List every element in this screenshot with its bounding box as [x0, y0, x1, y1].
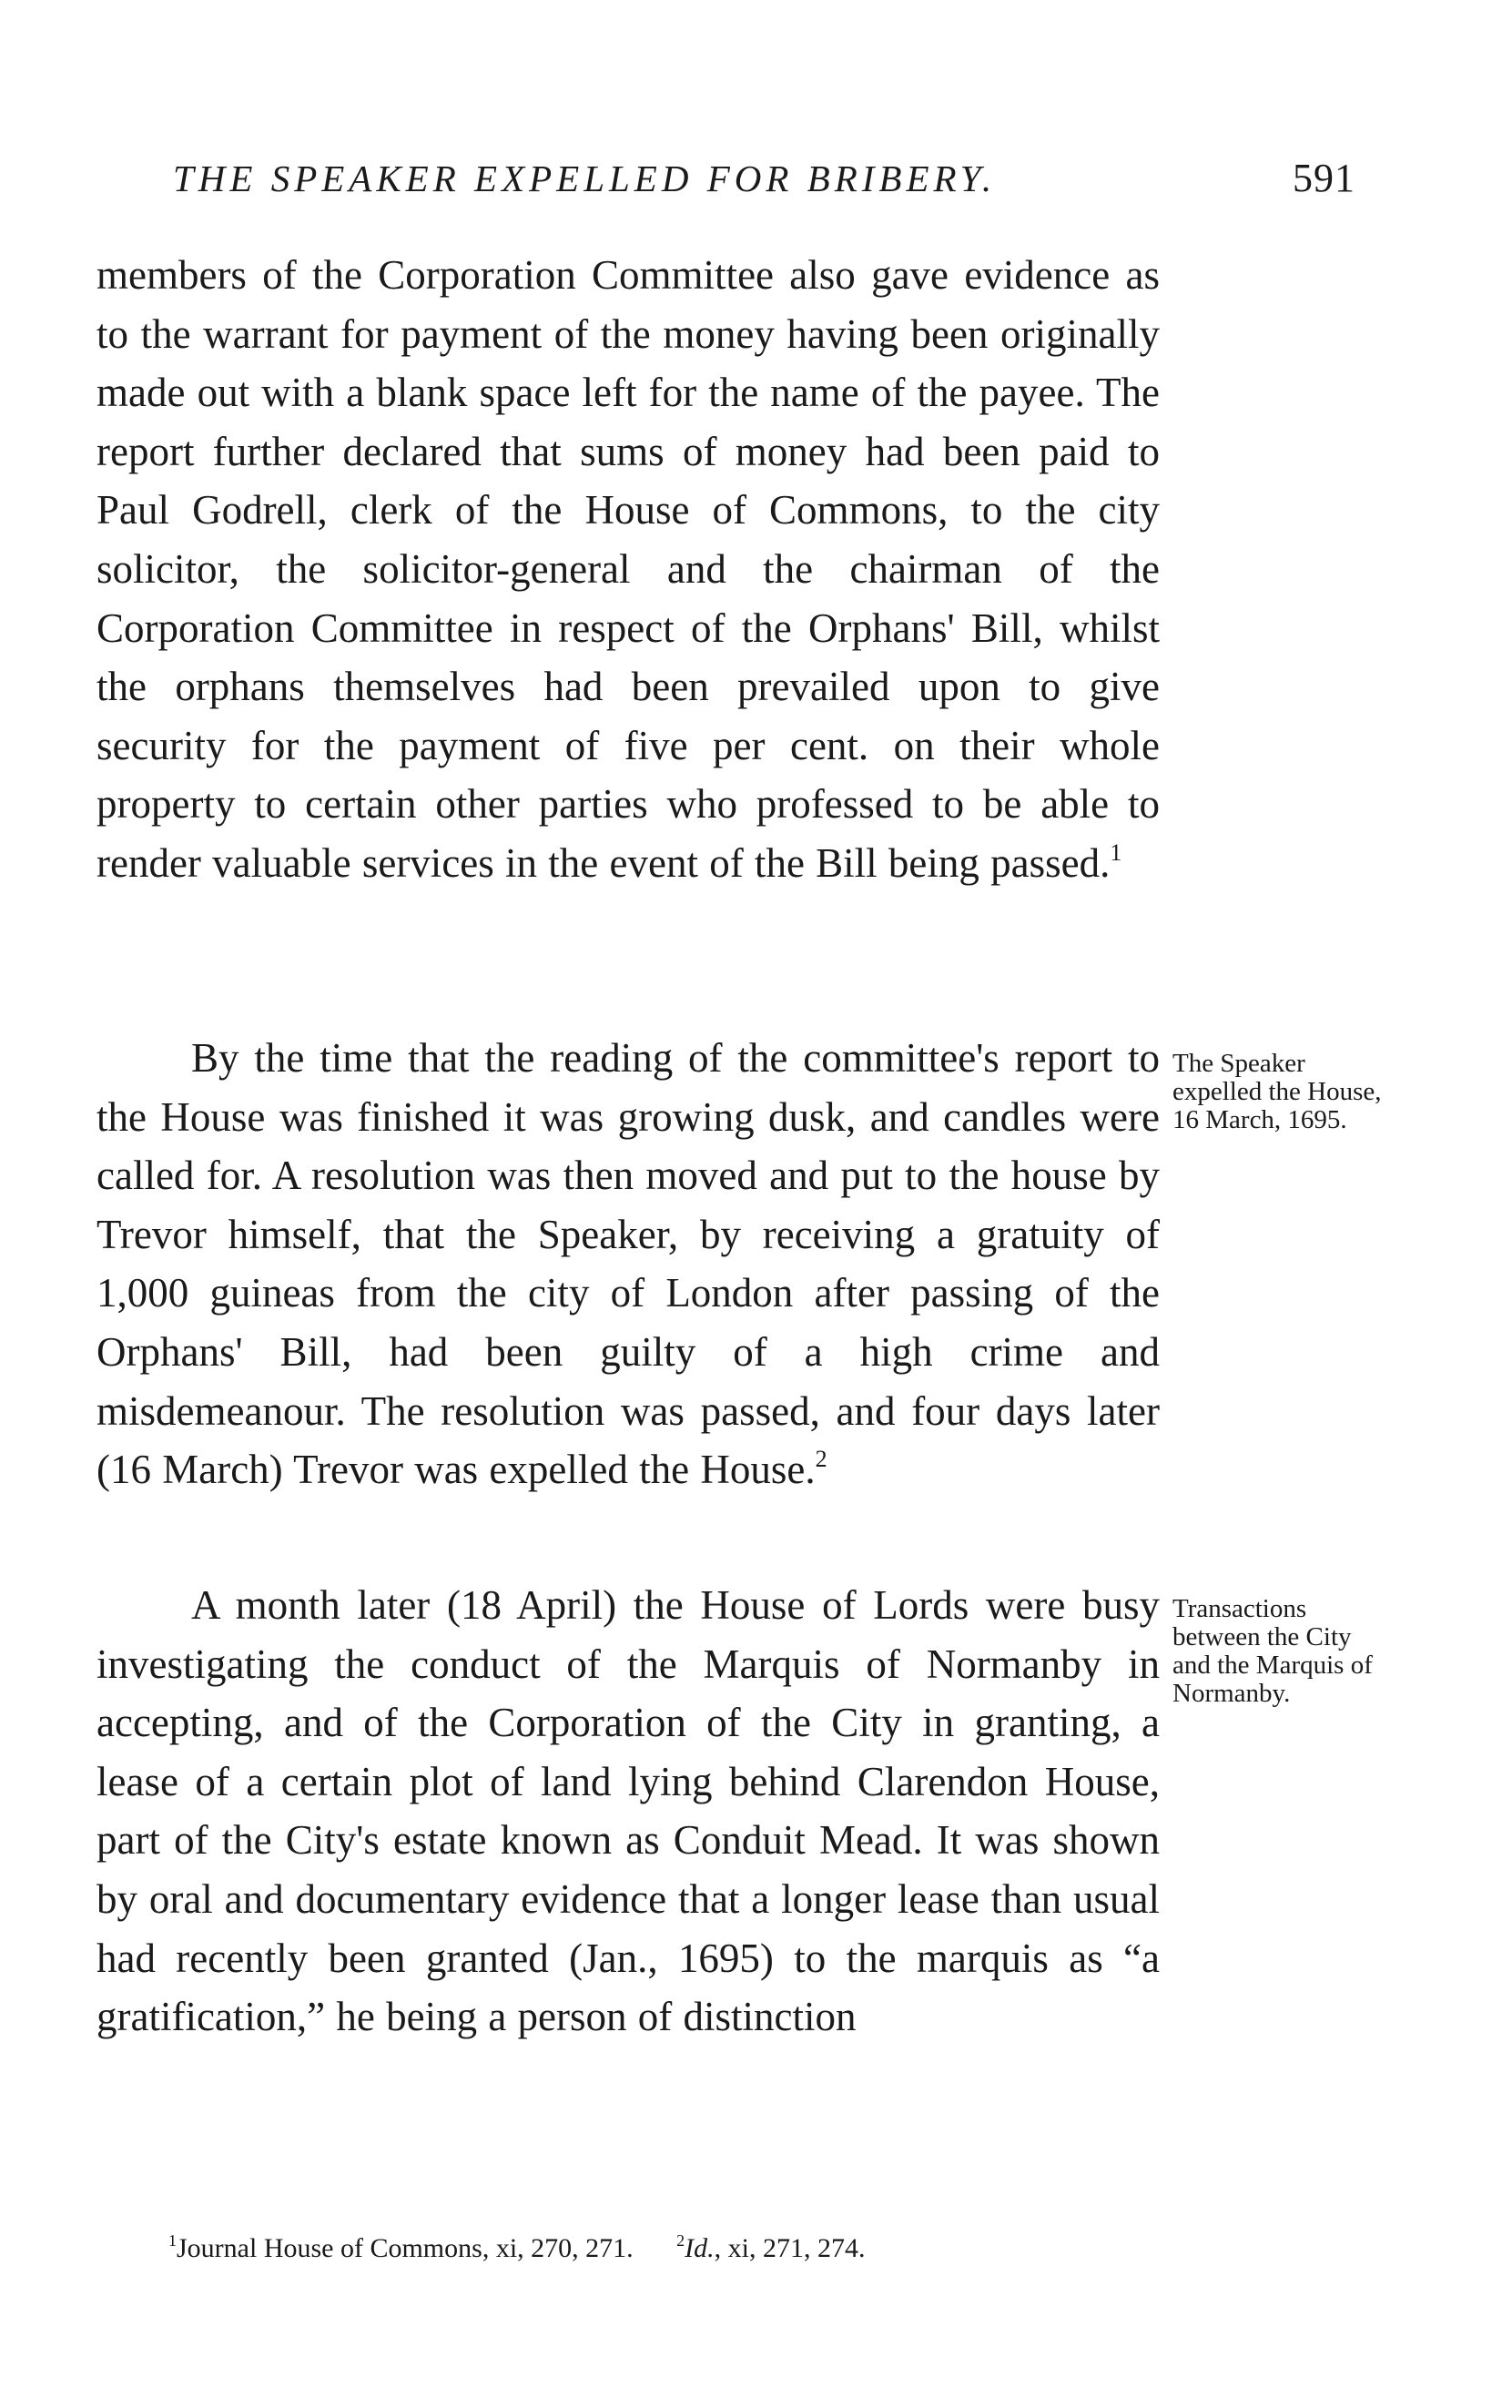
footnote-1-text: Journal House of Commons, xi, 270, 271. [177, 2233, 634, 2263]
footnote-2 [676, 2233, 865, 2264]
footnote-1-marker: 1 [168, 2231, 177, 2250]
running-head: THE SPEAKER EXPELLED FOR BRIBERY. [173, 157, 997, 199]
footnote-ref-2[interactable]: 2 [815, 1446, 827, 1473]
page-number: 591 [1293, 156, 1355, 200]
footnote-ref-1[interactable]: 1 [1110, 838, 1122, 866]
paragraph-1-text: members of the Corporation Committee also gave evidence as to the warrant for payment of the money having been originally made out with a blank space left for the name of the payee. The report further declared that sums of money had been paid to Paul Godrell, clerk of the House of Commons, to the city solicitor, the solicitor-general and the chairman of the Corporation Committee in respect of the Orphans' Bill, whilst the orphans themselves had been prevailed upon to give security for the payment of five per cent. on their whole property to certain other parties who professed to be able to render valuable services in the event of the Bill being passed. [96, 252, 1160, 886]
footnote-2-abbrev: Id. [685, 2233, 715, 2263]
paragraph-3-text: A month later (18 April) the House of Lords were busy investigating the conduct of the Marquis of Normanby in accepting, and of the Corporation of the City in granting, a lease of a certain plot of land lying behind Clarendon House, part of the City's estate known as Conduit Mead. It was shown by oral and documentary evidence that a longer lease than usual had recently been granted (Jan., 1695) to the marquis as “a gratification,” he being a person of distinction [96, 1582, 1160, 2040]
paragraph-2-text: By the time that the reading of the committee's report to the House was finished it was growing dusk, and candles were called for. A resolution was then moved and put to the house by Trevor himself, that the Speaker, by receiving a gratuity of 1,000 guineas from the city of London after passing of the Orphans' Bill, had been guilty of a high crime and misdemeanour. The resolution was passed, and four days later (16 March) Trevor was expelled the House. [96, 1035, 1160, 1493]
paragraph-2 [96, 1029, 1160, 1499]
footnote-1 [168, 2233, 634, 2264]
sidenote-speaker-expelled: The Speaker expelled the House, 16 March, 1695. [1172, 1049, 1382, 1134]
sidenote-transactions: Transactions between the City and the Marquis of Normanby. [1172, 1594, 1373, 1708]
paragraph-3 [96, 1576, 1160, 2047]
paragraph-1 [96, 246, 1160, 893]
footnote-2-marker: 2 [676, 2231, 685, 2250]
footnote-2-text: , xi, 271, 274. [714, 2233, 866, 2263]
footnotes [168, 2233, 1170, 2264]
